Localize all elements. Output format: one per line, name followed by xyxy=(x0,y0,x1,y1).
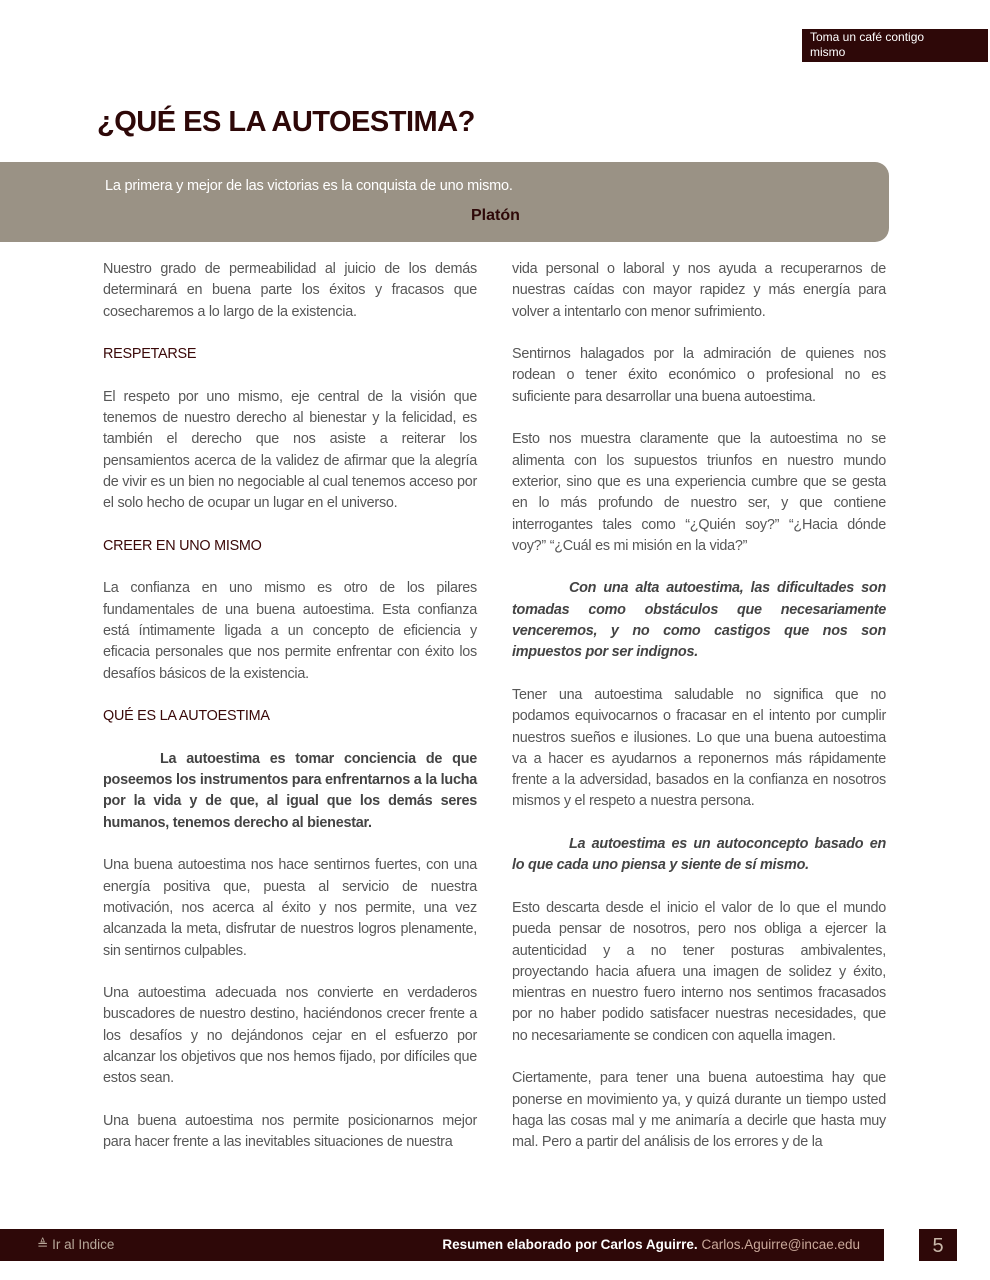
back-label: Ir al Indice xyxy=(52,1237,115,1252)
paragraph: Una autoestima adecuada nos convierte en verdaderos buscadores de nuestro destino, haciéndonos crecer frente a los desafíos y no dejándonos cejar en el esfuerzo por alcanzar los objetivos que nos hemos fijado, por difíciles que estos sean. xyxy=(103,985,477,1087)
paragraph: El respeto por uno mismo, eje central de la visión que tenemos de nuestro derecho al bienestar y la felicidad, es también el derecho que nos asiste a reiterar los pensamientos acerca de la validez de afirmar que la alegría de vivir es un bien no negociable al cual tenemos acceso por el solo hecho de ocupar un lugar en el universo. xyxy=(103,388,477,512)
credit-text: Resumen elaborado por Carlos Aguirre. xyxy=(442,1237,698,1252)
paragraph: Una buena autoestima nos hace sentirnos fuertes, con una energía positiva que, puesta al servicio de nuestra motivación, nos acerca al éxito y nos permite, una vez alcanzada la meta, disfrutar de nuestros logros plenamente, sin sentirnos culpables. xyxy=(103,857,477,959)
highlight-paragraph: La autoestima es tomar conciencia de que poseemos los instrumentos para enfrentarnos a la lucha por la vida y de que, al igual que los demás seres humanos, tenemos derecho al bienestar. xyxy=(103,750,477,831)
quote-banner xyxy=(0,162,889,242)
paragraph: Ciertamente, para tener una buena autoestima hay que ponerse en movimiento ya, y quizá durante un tiempo usted haga las cosas mal y me animaría a decirle que hasta muy mal. Pero a partir del análisis de los errores y de la xyxy=(512,1070,886,1151)
running-header xyxy=(802,29,988,74)
book-title: Toma un café contigo mismo xyxy=(810,30,925,59)
double-up-arrow-icon: ≜ xyxy=(37,1237,49,1252)
footer-bar xyxy=(0,1229,884,1261)
quote-text: La primera y mejor de las victorias es la conquista de uno mismo. xyxy=(105,178,513,194)
section-heading: CREER EN UNO MISMO xyxy=(103,537,262,554)
highlight-paragraph: Con una alta autoestima, las dificultades son tomadas como obstáculos que necesariamente venceremos, y no como castigos que nos son impuestos por ser indignos. xyxy=(512,580,886,661)
paragraph: vida personal o laboral y nos ayuda a recuperarnos de nuestras caídas con mayor rapidez y más energía para volver a intentarlo con menor sufrimiento. xyxy=(512,261,886,320)
credit xyxy=(442,1237,860,1252)
paragraph: Esto nos muestra claramente que la autoestima no se alimenta con los supuestos triunfos en nuestro mundo exterior, sino que es una experiencia cumbre que se gesta en lo más profundo de nuestro ser, y que contiene interrogantes tales como “¿Quién soy?” “¿Hacia dónde voy?” “¿Cuál es mi misión en la vida?” xyxy=(512,431,886,554)
paragraph: Una buena autoestima nos permite posicionarnos mejor para hacer frente a las inevitables situaciones de nuestra xyxy=(103,1112,477,1151)
column-right xyxy=(512,259,886,1175)
paragraph: Nuestro grado de permeabilidad al juicio de los demás determinará en buena parte los éxitos y fracasos que cosecharemos a lo largo de la existencia. xyxy=(103,261,477,320)
highlight-paragraph: La autoestima es un autoconcepto basado en lo que cada uno piensa y siente de sí mismo. xyxy=(512,836,886,874)
column-left xyxy=(103,259,477,1175)
email-link[interactable]: Carlos.Aguirre@incae.edu xyxy=(701,1237,860,1252)
paragraph: Sentirnos halagados por la admiración de quienes nos rodean o tener éxito económico o profesional no es suficiente para desarrollar una buena autoestima. xyxy=(512,346,886,405)
paragraph: Tener una autoestima saludable no significa que no podamos equivocarnos o fracasar en el intento por cumplir nuestros sueños e ilusiones. Lo que una buena autoestima va a hacer es ayudarnos a reponernos más rápidamente frente a la adversidad, basados en la confianza en nosotros mismos y el respeto a nuestra persona. xyxy=(512,686,886,810)
book-author: Walter Dresel xyxy=(889,60,962,74)
back-to-index-link[interactable] xyxy=(37,1237,114,1253)
section-heading: QUÉ ES LA AUTOESTIMA xyxy=(103,708,270,725)
section-heading: RESPETARSE xyxy=(103,346,197,363)
paragraph: Esto descarta desde el inicio el valor de lo que el mundo pueda pensar de nosotros, pero nos obliga a ejercer la autenticidad y a no tener posturas ambivalentes, proyectando hacia afuera una imagen de solidez y éxito, mientras en nuestro fuero interno nos sentimos fracasados por no haber podido satisfacer nuestras necesidades, que no necesariamente se condicen con aquella imagen. xyxy=(512,899,886,1044)
page-number: 5 xyxy=(919,1229,957,1261)
paragraph: La confianza en uno mismo es otro de los pilares fundamentales de una buena autoestima. Esta confianza está íntimamente ligada a un concepto de eficiencia y eficacia personales que nos permite enfrentar con éxito los desafíos básicos de la existencia. xyxy=(103,580,477,682)
page-title: ¿QUÉ ES LA AUTOESTIMA? xyxy=(97,106,475,138)
quote-author: Platón xyxy=(471,207,520,224)
